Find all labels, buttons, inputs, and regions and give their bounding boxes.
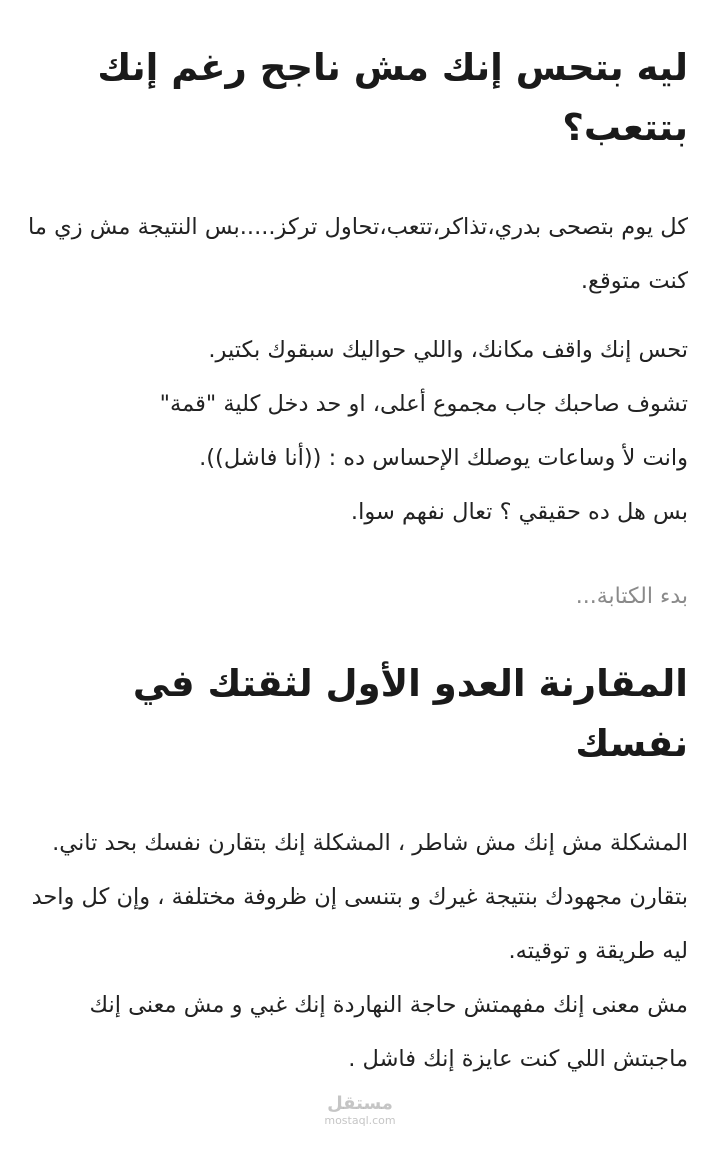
watermark-site: mostaql.com — [324, 1114, 396, 1127]
section-heading[interactable]: المقارنة العدو الأول لثقتك في نفسك — [132, 662, 688, 765]
paragraph-3-line: بتقارن مجهودك بنتيجة غيرك و بتنسى إن ظروفة مختلفة ، وإن كل واحد ليه طريقة و توقيته. — [31, 884, 688, 964]
paragraph-2-line: تشوف صاحبك جاب مجموع أعلى، او حد دخل كلية "قمة" — [159, 391, 688, 417]
paragraph-3[interactable] — [26, 816, 688, 1086]
paragraph-2[interactable] — [26, 323, 688, 539]
start-writing-placeholder[interactable]: بدء الكتابة... — [575, 584, 688, 609]
intro-paragraph[interactable]: كل يوم بتصحى بدري،تذاكر،تتعب،تحاول تركز.....بس النتيجة مش زي ما كنت متوقع. — [28, 214, 688, 294]
article-title[interactable]: ليه بتحس إنك مش ناجح رغم إنك بتتعب؟ — [97, 46, 688, 149]
paragraph-3-line: مش معنى إنك مفهمتش حاجة النهاردة إنك غبي و مش معنى إنك ماجبتش اللي كنت عايزة إنك فاشل . — [89, 992, 688, 1072]
paragraph-2-line: بس هل ده حقيقي ؟ تعال نفهم سوا. — [350, 499, 688, 525]
watermark-logo: مستقل — [327, 1093, 393, 1114]
paragraph-2-line: تحس إنك واقف مكانك، واللي حواليك سبقوك بكتير. — [208, 337, 688, 363]
paragraph-3-line: المشكلة مش إنك مش شاطر ، المشكلة إنك بتقارن نفسك بحد تاني. — [52, 830, 688, 856]
paragraph-2-line: وانت لأ وساعات يوصلك الإحساس ده : ((أنا فاشل)). — [199, 445, 688, 471]
